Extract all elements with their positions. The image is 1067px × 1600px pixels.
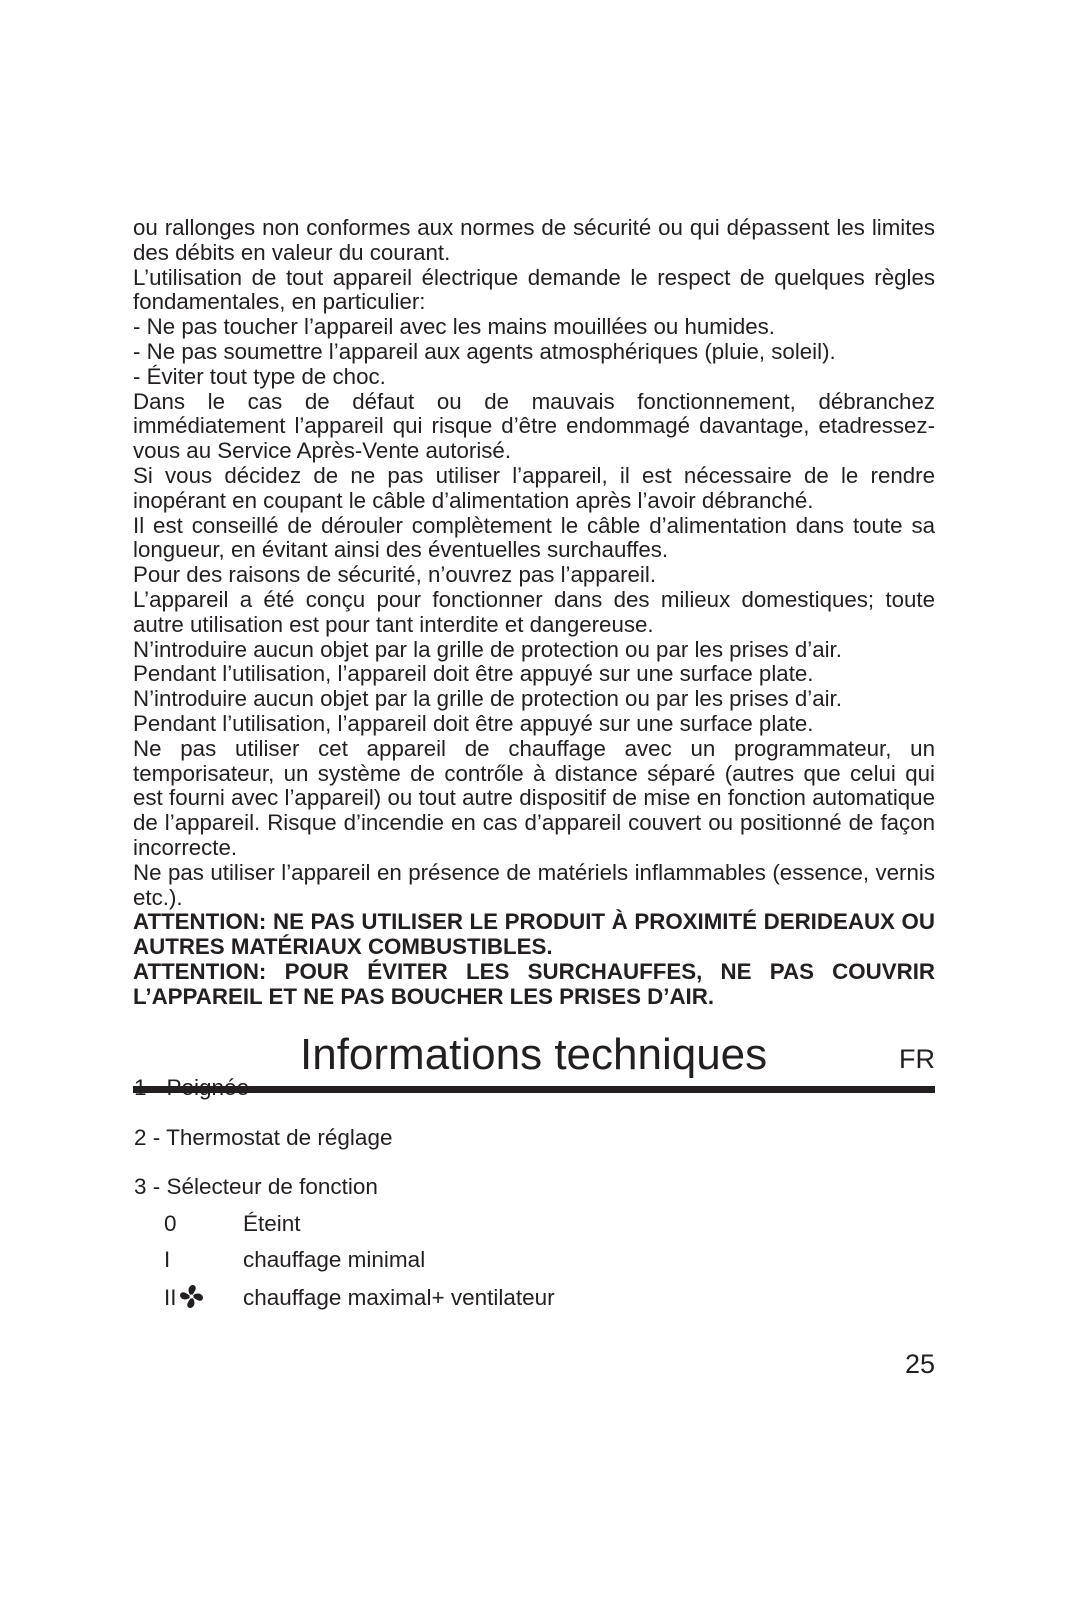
paragraph: Ne pas utiliser l’appareil en présence de matériels inflammables (essence, vernis etc.). (133, 859, 935, 910)
selector-code: II (164, 1285, 177, 1310)
paragraph: Dans le cas de défaut ou de mauvais fonctionnement, débranchez immédiatement l’appareil qui risque d’être endommagé davantage, etadressez-vous au Service Après-Vente autorisé. (133, 388, 935, 464)
list-item: 3 - Sélecteur de fonction (134, 1174, 378, 1199)
list-item: 1 - Poignée (134, 1075, 250, 1100)
language-code: FR (899, 1044, 935, 1074)
list-item: 2 - Thermostat de réglage (134, 1125, 393, 1150)
warning-overheating: ATTENTION: POUR ÉVITER LES SURCHAUFFES, NE PAS COUVRIR L’APPAREIL ET NE PAS BOUCHER LES PRISES D’AIR. (133, 958, 935, 1009)
selector-code: 0 (164, 1211, 177, 1236)
section-title: Informations techniques (300, 1030, 768, 1079)
selector-label: chauffage minimal (243, 1247, 426, 1272)
paragraph: Si vous décidez de ne pas utiliser l’appareil, il est nécessaire de le rendre inopérant en coupant le câble d’alimentation après l’avoir débranché. (133, 462, 935, 513)
paragraph: L’utilisation de tout appareil électrique demande le respect de quelques règles fondamentales, en particulier: (133, 264, 935, 315)
paragraph: - Éviter tout type de choc. (133, 363, 386, 389)
paragraph: Pour des raisons de sécurité, n’ouvrez pas l’appareil. (133, 562, 657, 588)
paragraph: Pendant l’utilisation, l’appareil doit être appuyé sur une surface plate. (133, 710, 814, 736)
paragraph: - Ne pas soumettre l’appareil aux agents atmosphériques (pluie, soleil). (133, 338, 836, 364)
paragraph: Il est conseillé de dérouler complètement le câble d’alimentation dans toute sa longueur, en évitant ainsi des éventuelles surchauffes. (133, 512, 935, 563)
paragraph: N’introduire aucun objet par la grille de protection ou par les prises d’air. (133, 686, 842, 712)
paragraph: - Ne pas toucher l’appareil avec les mains mouillées ou humides. (133, 314, 775, 340)
paragraph: ou rallonges non conformes aux normes de sécurité ou qui dépassent les limites des débits en valeur du courant. (133, 215, 935, 265)
section-header (133, 1030, 935, 1080)
section-divider (133, 1086, 935, 1093)
page-number: 25 (904, 1349, 935, 1379)
paragraph: L’appareil a été conçu pour fonctionner dans des milieux domestiques; toute autre utilisation est pour tant interdite et dangereuse. (133, 586, 935, 637)
paragraph: Ne pas utiliser cet appareil de chauffage avec un programmateur, un temporisateur, un système de contrőle à distance séparé (autres que celui qui est fourni avec l’appareil) ou tout autre dispositif de mise en fonction automatique de l’appareil. Risque d’incendie en cas d’appareil couvert ou positionné de façon incorrecte. (133, 735, 935, 860)
fan-icon (178, 1283, 205, 1310)
paragraph: N’introduire aucun objet par la grille de protection ou par les prises d’air. (133, 636, 842, 662)
selector-label: chauffage maximal+ ventilateur (243, 1285, 555, 1310)
warning-proximity: ATTENTION: NE PAS UTILISER LE PRODUIT À PROXIMITÉ DERIDEAUX OU AUTRES MATÉRIAUX COMBUSTIBLES. (133, 909, 935, 960)
selector-label: Éteint (243, 1211, 301, 1236)
paragraph: Pendant l’utilisation, l’appareil doit être appuyé sur une surface plate. (133, 661, 814, 687)
body-text (133, 216, 935, 1010)
selector-code: I (164, 1247, 171, 1272)
